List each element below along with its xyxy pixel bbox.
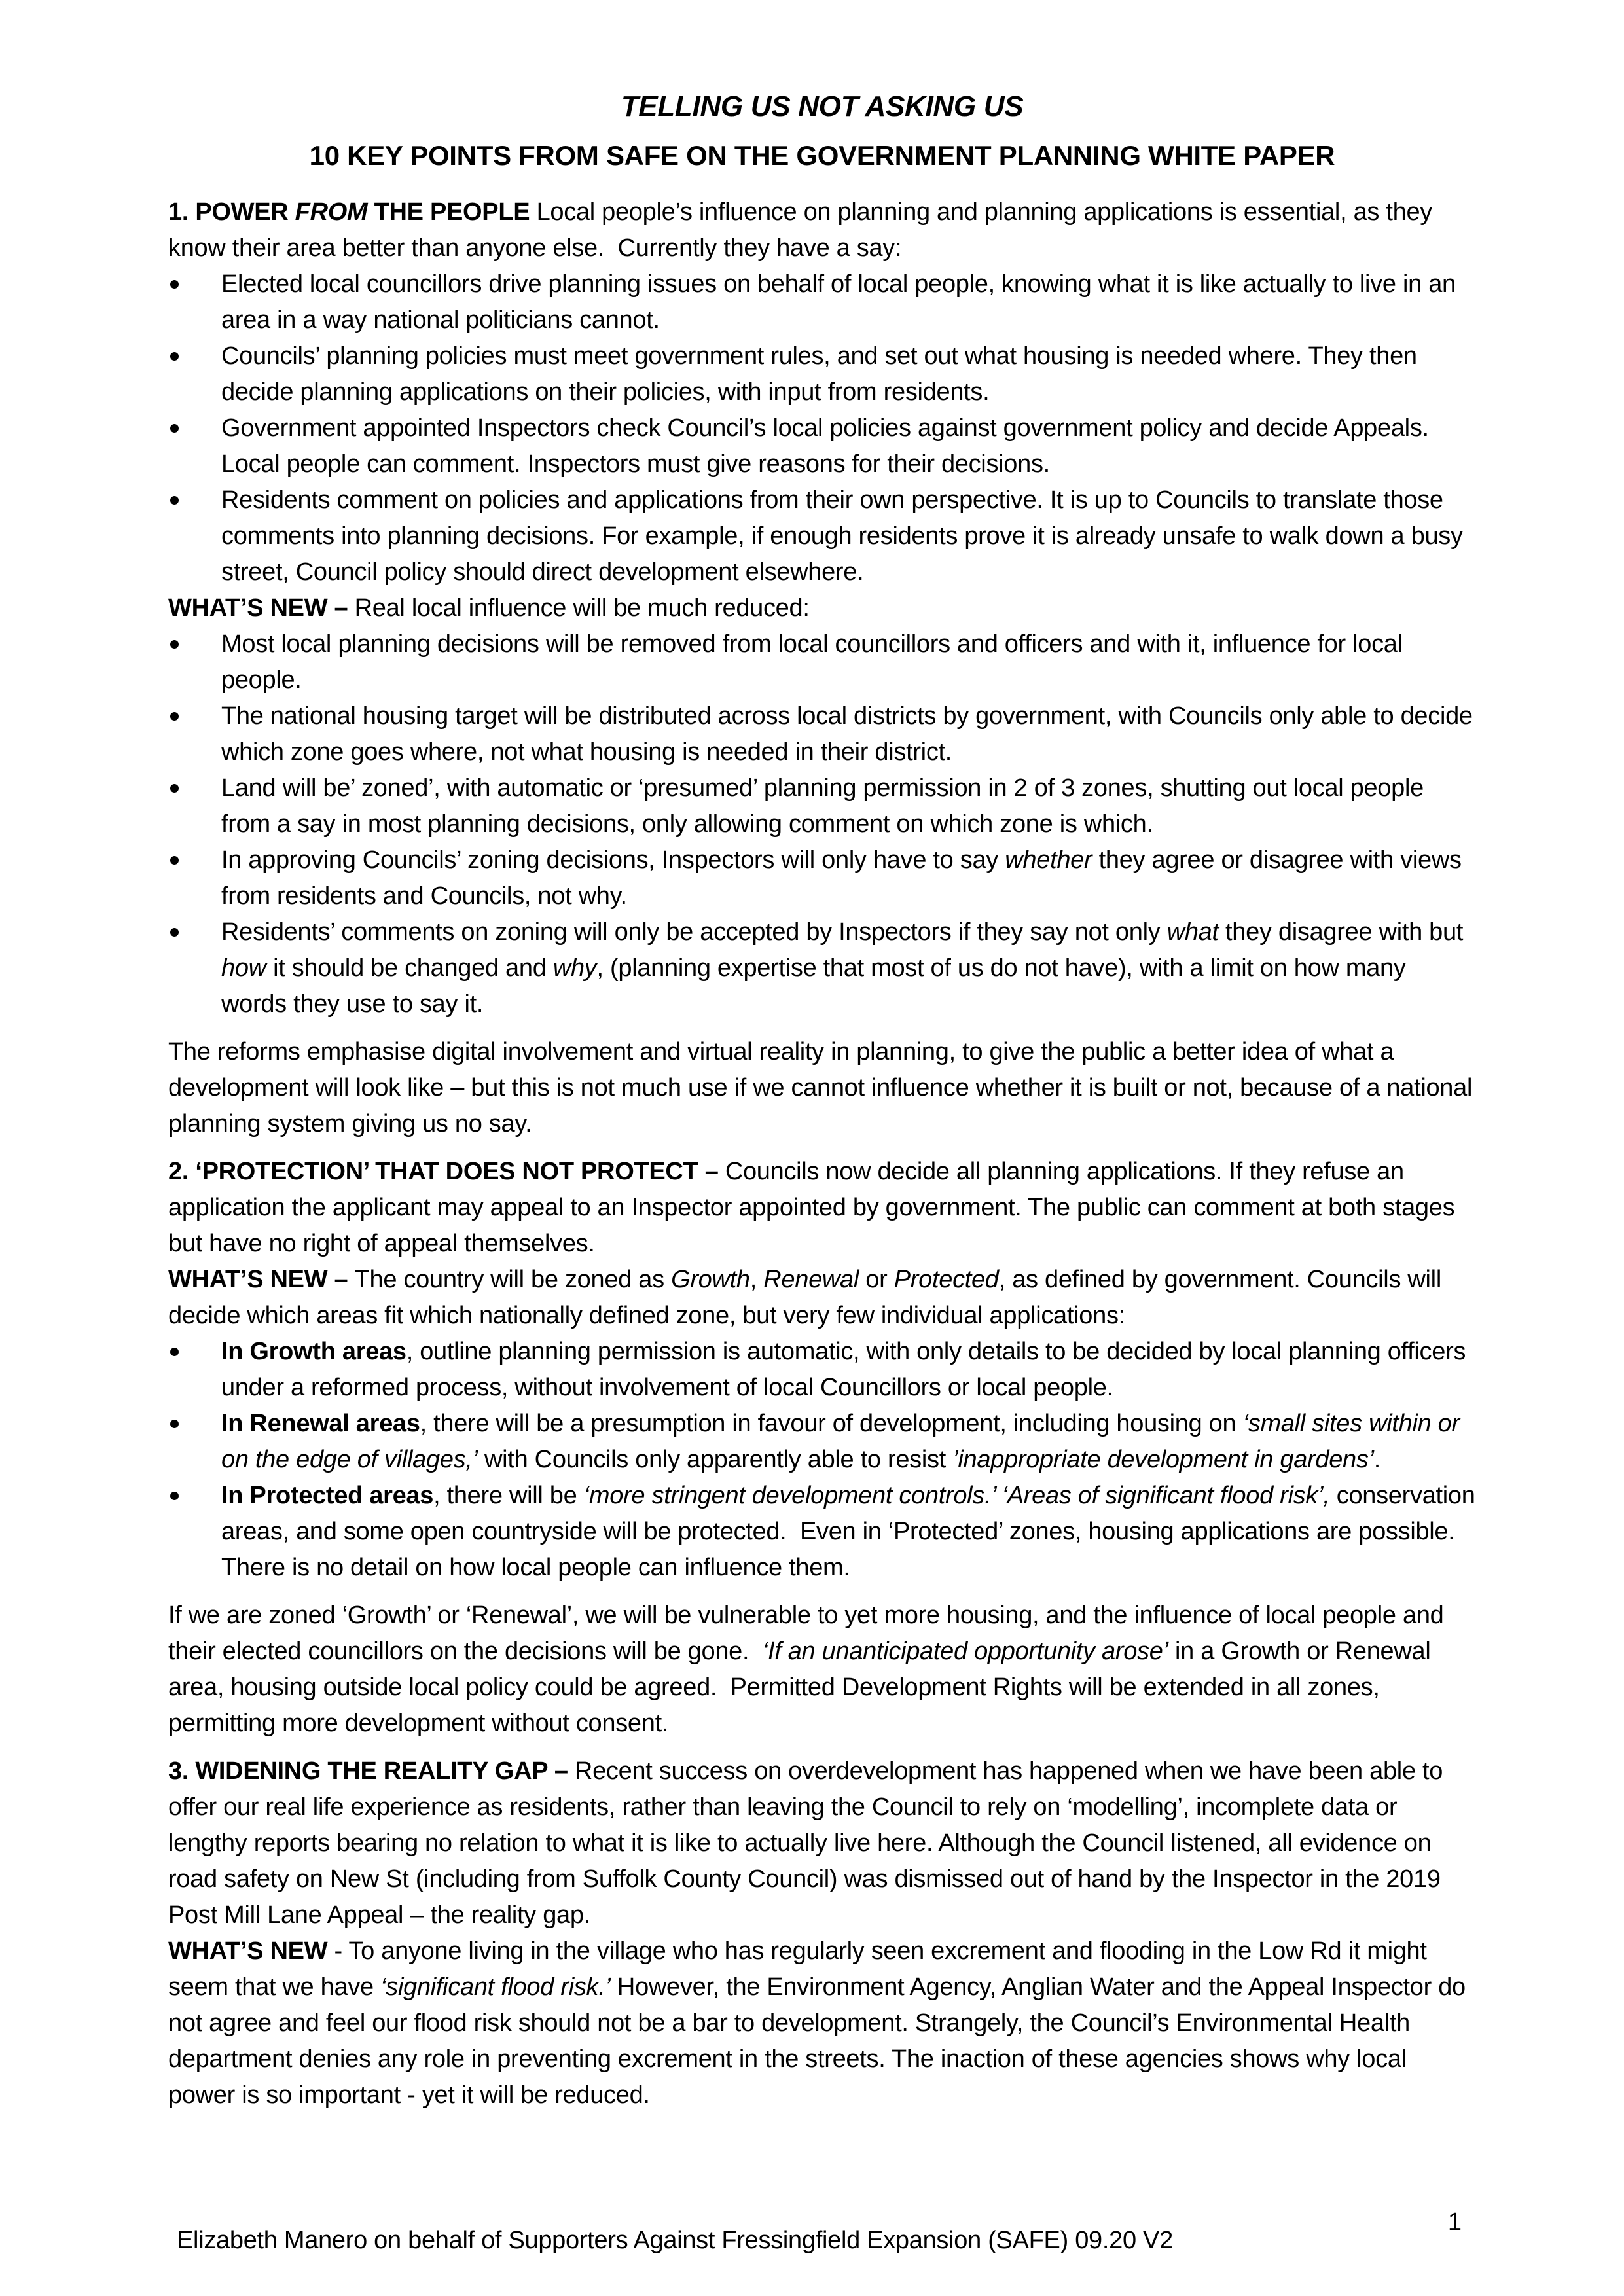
bullet-text (221, 1338, 1472, 1401)
paragraph (168, 1034, 1479, 1142)
bullet-item (168, 914, 1476, 1022)
text-run: Renewal (763, 1266, 859, 1293)
bullet-dot-icon (170, 496, 179, 505)
text-run: Residents comment on policies and applications from their own perspective. It is up to Councils to translate those comments into planning decisions. For example, if enough residents prove it is already unsafe to walk down a busy street, Council policy should direct development elsewhere. (221, 486, 1470, 586)
text-run: The national housing target will be distributed across local districts by government, with Councils only able to decide which zone goes where, not what housing is needed in their district. (221, 702, 1480, 766)
text-run: The country will be zoned as (354, 1266, 672, 1293)
page-title: TELLING US NOT ASKING US (621, 90, 1024, 122)
bullet-text (221, 270, 1462, 334)
bullet-text (221, 918, 1470, 1018)
text-run: The reforms emphasise digital involvement and virtual reality in planning, to give the public a better idea of what a development will look like – but this is not much use if we cannot influence whether it is built or not, because of a national planning system giving us no say. (168, 1038, 1479, 1138)
text-run: , (planning expertise that most of us do not have), with a limit on how many words they use to say it. (221, 954, 1413, 1018)
text-run: Local people’s influence on planning and planning applications is essential, as they know their area better than anyone else. Currently they have a say: (168, 198, 1439, 262)
bullet-item (168, 410, 1476, 482)
text-run: In approving Councils’ zoning decisions, Inspectors will only have to say (221, 846, 1005, 874)
document-body (168, 88, 1482, 2113)
paragraph (168, 1933, 1476, 2113)
bullet-dot-icon (170, 784, 179, 793)
paragraph-spacer (168, 1142, 1476, 1154)
text-run: it should be changed and (266, 954, 553, 982)
bullet-item (168, 1334, 1476, 1406)
bullet-item (168, 1406, 1476, 1478)
text-run: ‘significant flood risk.’ (380, 1973, 611, 2001)
text-run: , there will be a presumption in favour of development, including housing on (420, 1410, 1243, 1437)
text-run: in a Growth or Renewal area, housing outside local policy could be agreed. Permitted Development Rights will be extended in all zones, permitting more development without consent. (168, 1638, 1437, 1737)
text-run: why (552, 954, 597, 982)
text-run: WHAT’S NEW – (168, 1266, 355, 1293)
text-run: or (859, 1266, 894, 1293)
bullet-item (168, 482, 1476, 590)
text-run: whether (1005, 846, 1092, 874)
bullet-dot-icon (170, 1348, 179, 1356)
bullet-list (168, 266, 1476, 590)
text-run: Government appointed Inspectors check Council’s local policies against government policy and decide Appeals. Local people can comment. Inspectors must give reasons for their decisions. (221, 414, 1436, 478)
bullet-text (221, 1410, 1466, 1473)
text-run: THE PEOPLE (367, 198, 530, 226)
paragraph (168, 1753, 1476, 1933)
bullet-item (168, 770, 1476, 842)
text-run: 1. POWER (168, 198, 295, 226)
bullet-dot-icon (170, 280, 179, 289)
text-run: they disagree with but (1218, 918, 1470, 946)
text-run: ‘If an unanticipated opportunity arose’ (762, 1638, 1168, 1665)
bullet-text (221, 846, 1468, 910)
text-run: Residents’ comments on zoning will only be accepted by Inspectors if they say not only (221, 918, 1167, 946)
text-run: FROM (295, 198, 368, 226)
bullet-text (221, 1482, 1482, 1581)
text-run: 2. ‘PROTECTION’ THAT DOES NOT PROTECT – (168, 1158, 725, 1185)
bullet-dot-icon (170, 424, 179, 433)
paragraph-spacer (168, 1742, 1476, 1753)
text-run: Councils’ planning policies must meet government rules, and set out what housing is needed where. They then decide planning applications on their policies, with input from residents. (221, 342, 1424, 406)
bullet-text (221, 702, 1479, 766)
paragraph (168, 590, 1476, 626)
text-run: with Councils only apparently able to resist (477, 1446, 953, 1473)
text-run: Growth (671, 1266, 750, 1293)
text-run: Recent success on overdevelopment has happened when we have been able to offer our real life experience as residents, rather than leaving the Council to rely on ‘modelling’, incomplete data or lengthy reports bearing no relation to what it is like to actually live here. Although the Council listened, all evidence on road safety on New St (including from Suffolk County Council) was dismissed out of hand by the Inspector in the 2019 Post Mill Lane Appeal – the reality gap. (168, 1757, 1450, 1929)
bullet-dot-icon (170, 1420, 179, 1428)
text-run: However, the Environment Agency, Anglian Water and the Appeal Inspector do not agree and feel our flood risk should not be a bar to development. Strangely, the Council’s Environmental Health department denies any role in preventing excrement in the streets. The inaction of these agencies shows why local power is so important - yet it will be reduced. (168, 1973, 1473, 2109)
text-run: , outline planning permission is automatic, with only details to be decided by local planning officers under a reformed process, without involvement of local Councillors or local people. (221, 1338, 1473, 1401)
bullet-item (168, 626, 1476, 698)
text-run: Protected (893, 1266, 999, 1293)
bullet-dot-icon (170, 352, 179, 361)
paragraph-spacer (168, 1022, 1476, 1034)
document-text-blocks (168, 194, 1482, 2113)
page-subtitle: 10 KEY POINTS FROM SAFE ON THE GOVERNMENT PLANNING WHITE PAPER (309, 140, 1335, 171)
bullet-list (168, 1334, 1482, 1586)
bullet-list (168, 626, 1480, 1022)
bullet-dot-icon (170, 712, 179, 721)
text-run: In Protected areas (221, 1482, 434, 1509)
bullet-item (168, 842, 1476, 914)
text-run: Elected local councillors drive planning issues on behalf of local people, knowing what it is like actually to live in an area in a way national politicians cannot. (221, 270, 1463, 334)
paragraph (168, 194, 1476, 266)
text-run: , (749, 1266, 764, 1293)
text-run: WHAT’S NEW – (168, 594, 355, 622)
paragraph (168, 1262, 1476, 1334)
text-run: In Growth areas (221, 1338, 406, 1365)
text-run: If we are zoned ‘Growth’ or ‘Renewal’, we will be vulnerable to yet more housing, and the influence of local people and their elected councillors on the decisions will be gone. (168, 1602, 1451, 1665)
text-run: they agree or disagree with views from residents and Councils, not why. (221, 846, 1468, 910)
text-run: - To anyone living in the village who has regularly seen excrement and flooding in the Low Rd it might seem that we have (168, 1937, 1434, 2001)
text-run: ‘more stringent development controls.’ ‘Areas of significant flood risk’, (583, 1482, 1330, 1509)
text-run: Land will be’ zoned’, with automatic or ‘presumed’ planning permission in 2 of 3 zones, shutting out local people from a say in most planning decisions, only allowing comment on which zone is which. (221, 774, 1431, 838)
bullet-text (221, 414, 1435, 478)
text-run: , there will be (433, 1482, 584, 1509)
bullet-dot-icon (170, 1492, 179, 1500)
paragraph (168, 1154, 1476, 1262)
bullet-item (168, 266, 1476, 338)
bullet-item (168, 338, 1476, 410)
paragraph-spacer (168, 1586, 1476, 1598)
bullet-item (168, 698, 1480, 770)
bullet-dot-icon (170, 640, 179, 649)
bullet-text (221, 774, 1430, 838)
bullet-item (168, 1478, 1482, 1586)
bullet-text (221, 486, 1470, 586)
text-run: . (1373, 1446, 1380, 1473)
bullet-dot-icon (170, 928, 179, 937)
text-run: how (221, 954, 266, 982)
text-run: conservation areas, and some open countryside will be protected. Even in ‘Protected’ zones, housing applications are possible. There is no detail on how local people can influence them. (221, 1482, 1482, 1581)
text-run: Councils now decide all planning applications. If they refuse an application the applicant may appeal to an Inspector appointed by government. The public can comment at both stages but have no right of appeal themselves. (168, 1158, 1462, 1257)
paragraph (168, 1598, 1476, 1742)
text-run: ’inappropriate development in gardens’ (952, 1446, 1374, 1473)
text-run: ‘small sites within or on the edge of villages,’ (221, 1410, 1467, 1473)
text-run: 3. WIDENING THE REALITY GAP – (168, 1757, 575, 1785)
text-run: Most local planning decisions will be removed from local councillors and officers and with it, influence for local people. (221, 630, 1410, 694)
bullet-text (221, 630, 1409, 694)
bullet-dot-icon (170, 856, 179, 865)
text-run: Real local influence will be much reduced: (354, 594, 810, 622)
text-run: what (1166, 918, 1219, 946)
text-run: In Renewal areas (221, 1410, 420, 1437)
bullet-text (221, 342, 1424, 406)
page-number: 1 (1447, 2208, 1462, 2236)
text-run: , as defined by government. Councils will decide which areas fit which nationally defined zone, but very few individual applications: (168, 1266, 1449, 1329)
text-run: WHAT’S NEW (168, 1937, 328, 1965)
footer-attribution: Elizabeth Manero on behalf of Supporters Against Fressingfield Expansion (SAFE) 09.20 V2 (177, 2227, 1173, 2254)
